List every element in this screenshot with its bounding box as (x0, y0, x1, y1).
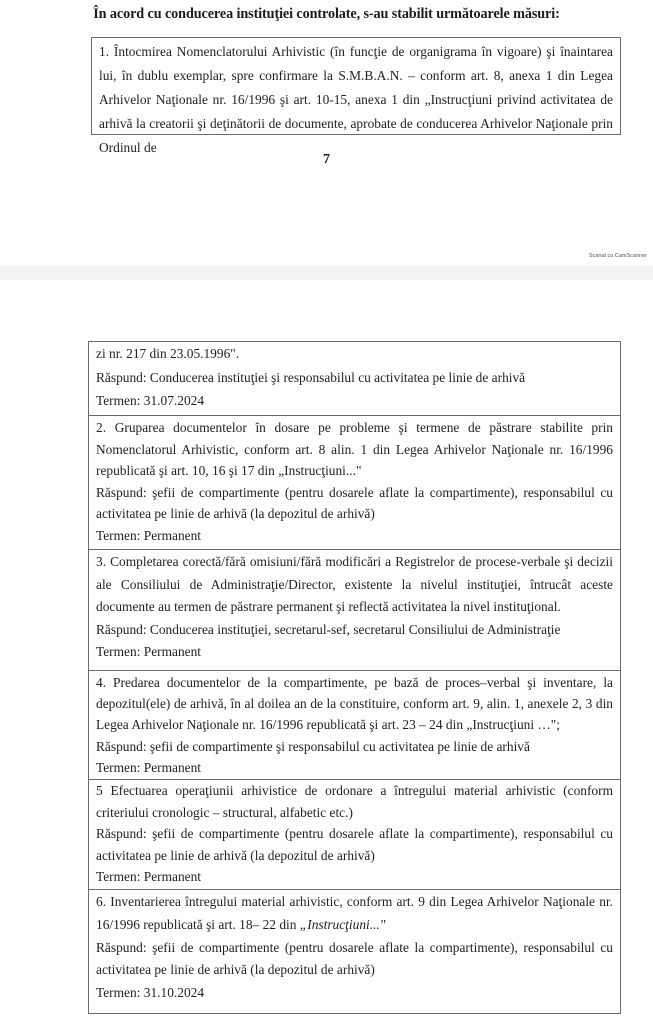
measure-deadline: Termen: 31.10.2024 (96, 985, 205, 1001)
measures-table (88, 341, 621, 1014)
measure-deadline: Termen: Permanent (96, 869, 202, 885)
measure-1-box (91, 37, 621, 155)
measure-deadline: Termen: Permanent (96, 644, 202, 659)
page-number: 7 (323, 152, 330, 167)
measure-text (96, 891, 613, 937)
document-page-top (0, 0, 653, 266)
measure-text: 4. Predarea documentelor de la compartimente, pe bază de proces–verbal şi inventare, la depozitul(ele) de arhivă, în al doilea an de la constituire, conform art. 9, alin. 1, anexele 2, 3 din Legea Arhivelor Naţionale nr. 16/1996 republicată şi art. 23 – 24 din „Instrucţiuni …"; (96, 675, 613, 733)
measure-text: zi nr. 217 din 23.05.1996". (96, 346, 240, 361)
measures-heading: În acord cu conducerea instituţiei controlate, s-au stabilit următoarele măsuri: (93, 6, 560, 22)
measure-responsible: Răspund: Conducerea instituţiei şi responsabilul cu activitatea pe linie de arhivă (96, 369, 526, 385)
table-row (89, 549, 620, 670)
measure-text: 5 Efectuarea operaţiunii arhivistice de ordonare a întregului material arhivistic (conform criteriului cronologic – structural, alfabetic etc.) (96, 783, 613, 820)
scanner-watermark: Scanat cu CamScanner (588, 253, 647, 259)
page-separator (0, 266, 653, 280)
table-row (89, 415, 620, 549)
measure-1-text: 1. Întocmirea Nomenclatorului Arhivistic (în funcţie de organigrama în vigoare) şi înaintarea lui, în dublu exemplar, spre confirmare la S.M.B.A.N. – conform art. 8, anexa 1 din Legea Arhivelor Naţionale nr. 16/1996 şi art. 10-15, anexa 1 din „Instrucţiuni privind activitatea de arhivă la creatorii şi deţinătorii de documente, aprobate de conducerea Arhivelor Naţionale prin Ordinul de (99, 44, 613, 155)
measure-responsible: Răspund: şefii de compartimente (pentru dosarele aflate la compartimente), responsabilul cu activitatea pe linie de arhivă (la depozitul de arhivă) (96, 484, 613, 521)
measure-responsible: Răspund: şefii de compartimente şi responsabilul cu activitatea pe linie de arhivă (96, 738, 530, 754)
measure-deadline: Termen: 31.07.2024 (96, 393, 205, 408)
measure-text: 2. Gruparea documentelor în dosare pe probleme şi termene de păstrare stabilite prin Nomenclatorul Arhivistic, conform art. 8 alin. 1 din Legea Arhivelor Naţionale nr. 16/1996 republicată şi art. 10, 16 şi 17 din „Instrucţiuni..." (96, 420, 613, 478)
measure-responsible: Răspund: şefii de compartimente (pentru dosarele aflate la compartimente), responsabilul cu activitatea pe linie de arhivă (la depozitul de arhivă) (96, 939, 613, 978)
table-row (89, 779, 620, 889)
measure-deadline: Termen: Permanent (96, 759, 202, 775)
measure-text-main: 6. Inventarierea întregului material arhivistic, conform art. 9 din Legea Arhivelor Naţionale nr. 16/1996 republicată şi art. 18– 22 din (96, 894, 613, 932)
table-row (89, 670, 620, 779)
measure-responsible: Răspund: şefii de compartimente (pentru dosarele aflate la compartimente), responsabilul cu activitatea pe linie de arhivă (la depozitul de arhivă) (96, 826, 613, 863)
table-row (89, 342, 620, 415)
measure-responsible: Răspund: Conducerea instituţiei, secretarul-sef, secretarul Consiliului de Administraţie (96, 621, 561, 637)
measure-text-italic-ref: „Instrucţiuni..." (299, 916, 386, 932)
measure-deadline: Termen: Permanent (96, 527, 202, 543)
table-row (89, 889, 620, 1013)
measure-text: 3. Completarea corectă/fără omisiuni/fără modificări a Registrelor de procese-verbale şi decizii ale Consiliului de Administraţie/Director, existente la nivelul instituţiei, întrucât aceste documente au termen de păstrare permanent şi reflectă activitatea la nivel instituţional. (96, 554, 613, 614)
